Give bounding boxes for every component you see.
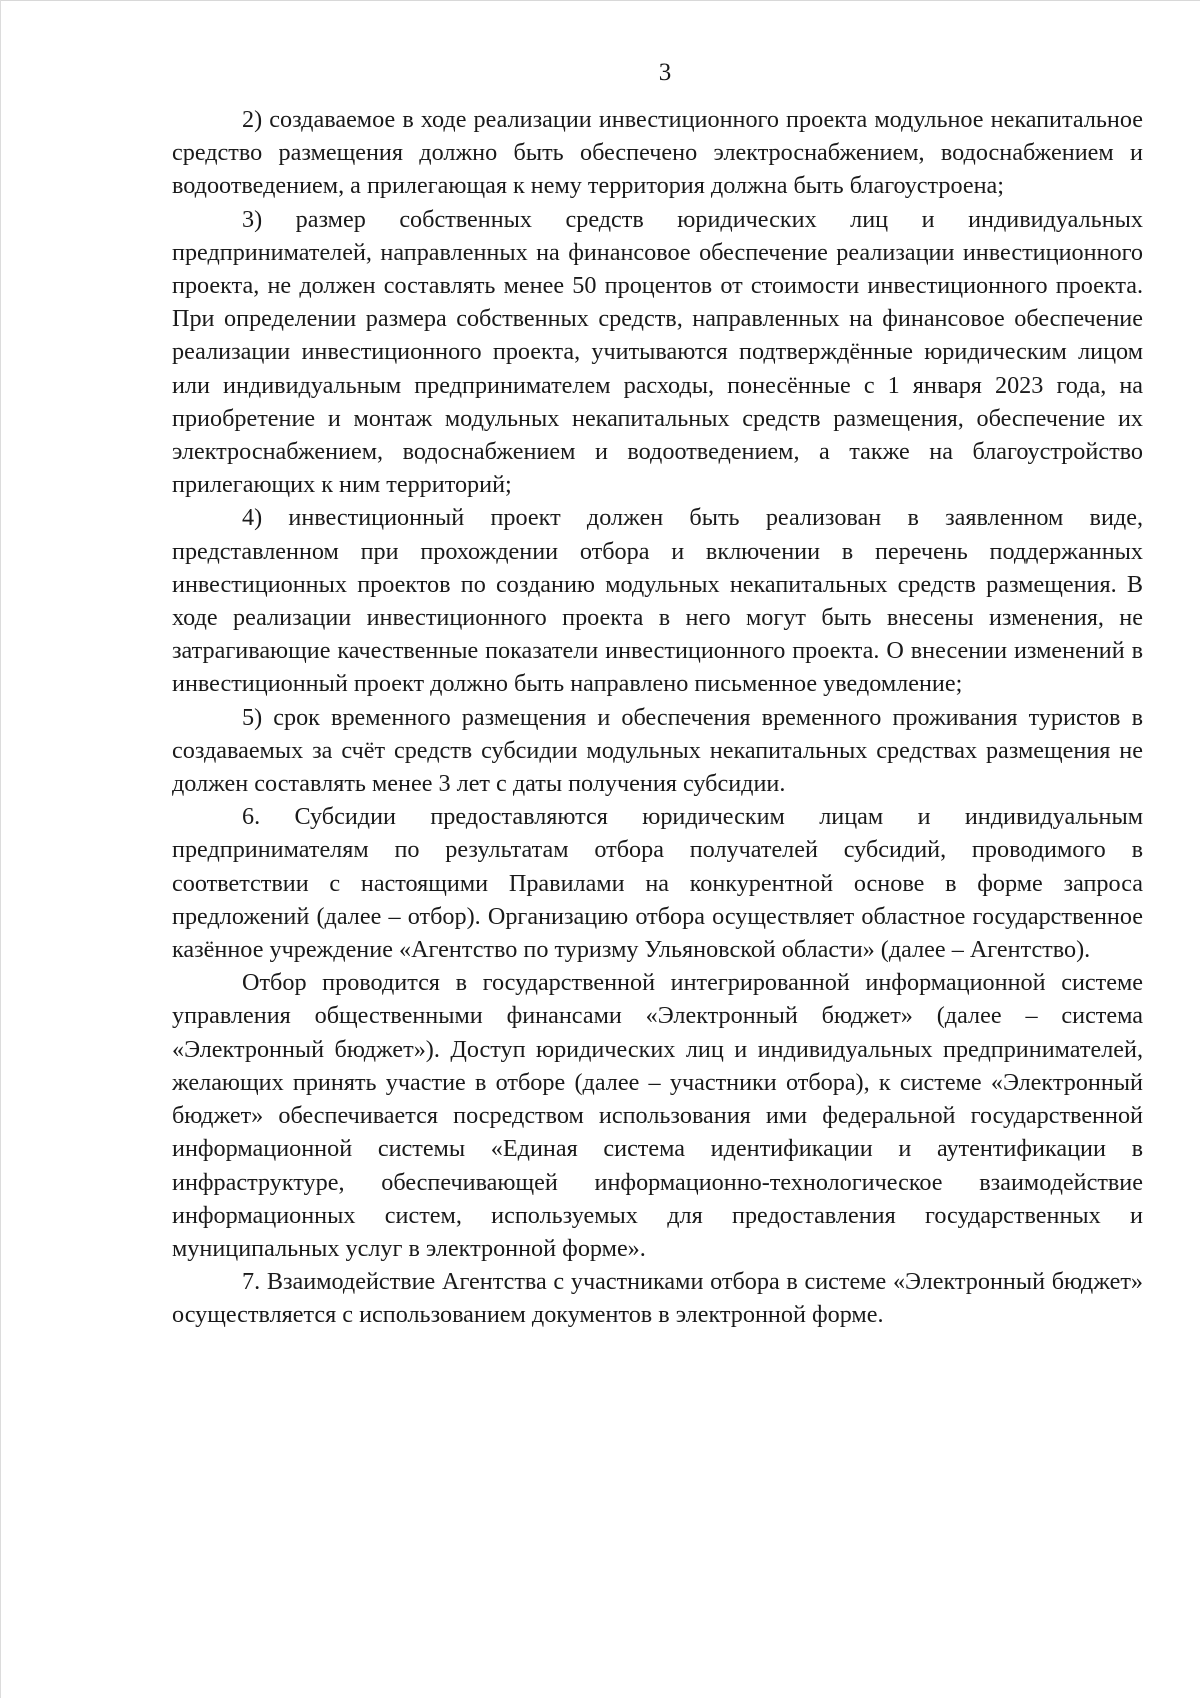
paragraph-item-5: 5) срок временного размещения и обеспечения временного проживания туристов в создаваемых за счёт средств субсидии модульных некапитальных средствах размещения не должен составлять менее 3 лет с даты получения субсидии. (172, 703, 1143, 798)
paragraph-selection-system: Отбор проводится в государственной интегрированной информационной системе управления общественными финансами «Электронный бюджет» (далее – система «Электронный бюджет»). Доступ юридических лиц и индивидуальных предпринимателей, желающих принять участие в отборе (далее – участники отбора), к системе «Электронный бюджет» обеспечивается посредством использования ими федеральной государственной информационной системы «Единая система идентификации и аутентификации в инфраструктуре, обеспечивающей информационно-технологическое взаимодействие информационных систем, используемых для предоставления государственных и муниципальных услуг в электронной форме». (172, 969, 1143, 1262)
paragraph-item-2: 2) создаваемое в ходе реализации инвестиционного проекта модульное некапитальное средство размещения должно быть обеспечено электроснабжением, водоснабжением и водоотведением, а прилегающая к нему территория должна быть благоустроена; (172, 106, 1143, 200)
paragraph-section-7: 7. Взаимодействие Агентства с участниками отбора в системе «Электронный бюджет» осуществляется с использованием документов в электронной форме. (172, 1268, 1143, 1329)
paragraph-section-6: 6. Субсидии предоставляются юридическим лицам и индивидуальным предпринимателям по результатам отбора получателей субсидий, проводимого в соответствии с настоящими Правилами на конкурентной основе в форме запроса предложений (далее – отбор). Организацию отбора осуществляет областное государственное казённое учреждение «Агентство по туризму Ульяновской области» (далее – Агентство). (172, 803, 1143, 964)
page-number: 3 (658, 59, 672, 86)
scan-edge-left (0, 0, 1, 1698)
paragraph-item-4: 4) инвестиционный проект должен быть реализован в заявленном виде, представленном при прохождении отбора и включении в перечень поддержанных инвестиционных проектов по созданию модульных некапитальных средств размещения. В ходе реализации инвестиционного проекта в него могут быть внесены изменения, не затрагивающие качественные показатели инвестиционного проекта. О внесении изменений в инвестиционный проект должно быть направлено письменное уведомление; (172, 504, 1143, 698)
scan-edge-top (0, 0, 1200, 1)
document-body (172, 103, 1143, 1332)
paragraph-item-3: 3) размер собственных средств юридических лиц и индивидуальных предпринимателей, направленных на финансовое обеспечение реализации инвестиционного проекта, не должен составлять менее 50 процентов от стоимости инвестиционного проекта. При определении размера собственных средств, направленных на финансовое обеспечение реализации инвестиционного проекта, учитываются подтверждённые юридическим лицом или индивидуальным предпринимателем расходы, понесённые с 1 января 2023 года, на приобретение и монтаж модульных некапитальных средств размещения, обеспечение их электроснабжением, водоснабжением и водоотведением, а также на благоустройство прилегающих к ним территорий; (172, 205, 1143, 499)
